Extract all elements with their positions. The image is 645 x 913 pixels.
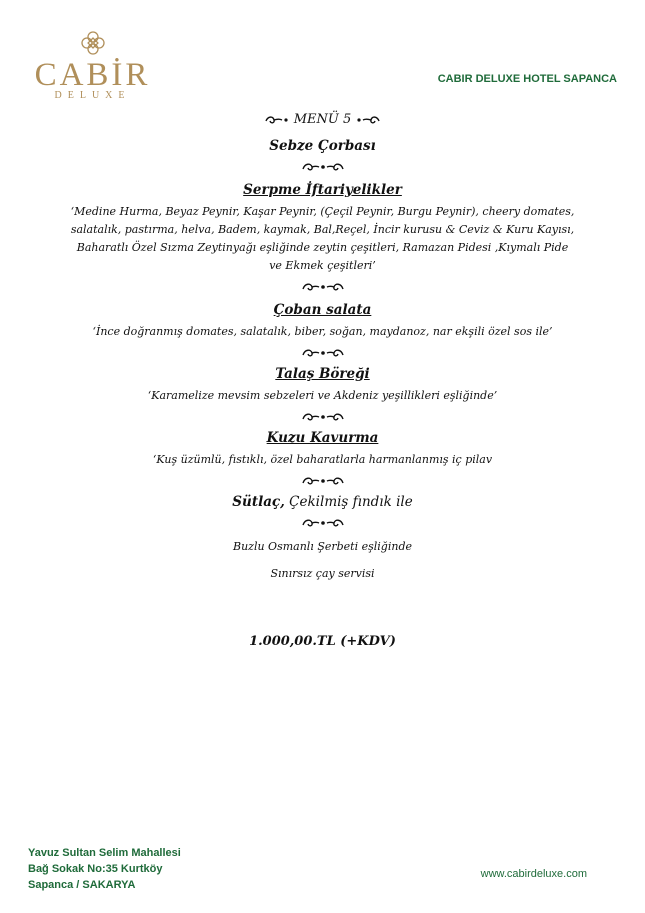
salad-title: Çoban salata — [273, 302, 372, 318]
hotel-name: CABIR DELUXE HOTEL SAPANCA — [437, 73, 617, 85]
divider-ornament-icon — [301, 281, 345, 293]
logo-brand-text: CABİR — [34, 57, 151, 93]
salad-description: ‘İnce doğranmış domates, salatalık, biber, soğan, maydanoz, nar ekşili özel sos ile’ — [92, 325, 553, 338]
divider-ornament-icon — [301, 411, 345, 423]
borek-description: ‘Karamelize mevsim sebzeleri ve Akdeniz yeşillikleri eşliğinde’ — [147, 389, 498, 402]
appetizers-desc-line: Baharatlı Özel Sızma Zeytinyağı eşliğinde zeytin çeşitleri, Ramazan Pidesi ,Kıymalı Pide — [76, 241, 569, 254]
appetizers-desc-line: ‘Medine Hurma, Beyaz Peynir, Kaşar Peynir, (Çeçil Peynir, Burgu Peynir), cheery domates, — [70, 205, 575, 218]
appetizers-desc-line: salatalık, pastırma, helva, Badem, kaymak, Bal,Reçel, İncir kurusu & Ceviz & Kuru Kayısı, — [70, 223, 575, 236]
appetizers-desc-line: ve Ekmek çeşitleri’ — [269, 259, 376, 272]
dessert-title-row — [60, 491, 585, 513]
price-text: 1.000,00.TL (+KDV) — [249, 634, 396, 649]
hotel-logo — [30, 30, 155, 102]
main-course-description: ‘Kuş üzümlü, fıstıklı, özel baharatlarla harmanlanmış iç pilav — [152, 453, 493, 466]
address-line: Bağ Sokak No:35 Kurtköy — [28, 863, 163, 875]
menu-title-row — [60, 108, 585, 132]
divider-ornament-icon — [301, 161, 345, 173]
divider-ornament-icon — [301, 475, 345, 487]
flower-emblem-icon — [80, 30, 106, 56]
divider-ornament-icon — [301, 347, 345, 359]
appetizers-title: Serpme İftariyelikler — [243, 182, 402, 198]
menu-body — [60, 108, 585, 652]
address-line: Sapanca / SAKARYA — [28, 879, 136, 891]
footer-address — [28, 845, 181, 893]
main-course-title: Kuzu Kavurma — [266, 430, 379, 446]
dessert-title: Sütlaç, — [232, 494, 285, 510]
website-link[interactable]: www.cabirdeluxe.com — [480, 868, 587, 880]
menu-title: MENÜ 5 — [293, 112, 352, 127]
sherbet-text: Buzlu Osmanlı Şerbeti eşliğinde — [232, 540, 412, 553]
borek-title: Talaş Böreği — [275, 366, 370, 382]
dessert-note: Çekilmiş fındık ile — [284, 494, 413, 510]
address-line: Yavuz Sultan Selim Mahallesi — [28, 847, 181, 859]
tea-text: Sınırsız çay servisi — [270, 567, 375, 580]
logo-sub-text: DELUXE — [54, 90, 131, 101]
soup-title: Sebze Çorbası — [269, 138, 376, 154]
divider-ornament-icon — [301, 517, 345, 529]
appetizers-description — [60, 203, 585, 275]
ornament-left-icon — [264, 115, 290, 125]
ornament-right-icon — [355, 115, 381, 125]
